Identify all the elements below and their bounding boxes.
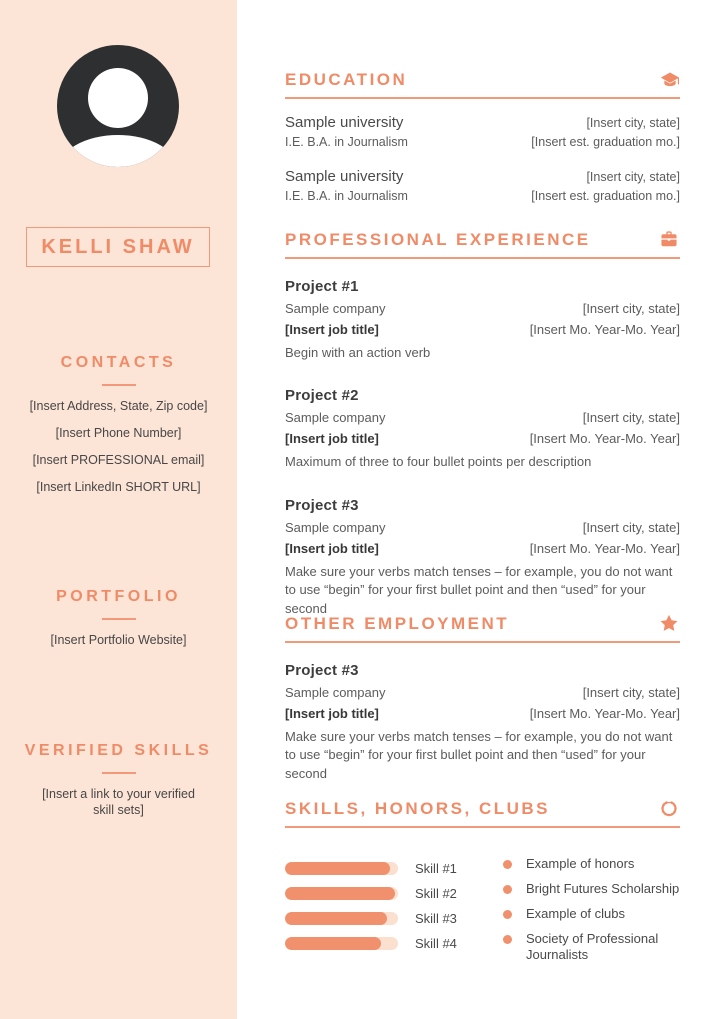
- job-title: [Insert job title]: [285, 706, 379, 721]
- project-name: Project #3: [285, 496, 359, 514]
- company-location: [Insert city, state]: [582, 410, 680, 426]
- bullet-dot-icon: [503, 860, 512, 869]
- project-description: Maximum of three to four bullet points per description: [285, 454, 592, 470]
- project-name: Project #1: [285, 278, 359, 295]
- company-location: [Insert city, state]: [582, 301, 680, 316]
- job-dates: [Insert Mo. Year-Mo. Year]: [529, 540, 680, 556]
- project-entry: [285, 386, 680, 471]
- skills-honors-clubs-header: [285, 799, 680, 828]
- degree: I.E. B.A. in Journalism: [285, 189, 408, 203]
- other-employment-section: [285, 614, 680, 807]
- portfolio-website: [Insert Portfolio Website]: [50, 633, 187, 647]
- sidebar: [0, 0, 237, 1019]
- job-dates: [Insert Mo. Year-Mo. Year]: [529, 706, 680, 721]
- professional-experience-header: [285, 230, 680, 259]
- portfolio-section: [0, 588, 237, 659]
- skills-honors-clubs-title: SKILLS, HONORS, CLUBS: [285, 799, 551, 818]
- briefcase-icon: [660, 230, 680, 250]
- avatar-shoulders: [58, 135, 178, 167]
- graduation-cap-icon: [660, 70, 680, 90]
- honor-text: Example of honors: [526, 856, 635, 871]
- verified-skills-heading: VERIFIED SKILLS: [24, 742, 213, 759]
- skill-bar-track: [285, 912, 398, 925]
- project-description: Begin with an action verb: [285, 345, 431, 360]
- graduation-date: [Insert est. graduation mo.]: [531, 135, 680, 149]
- school-name: Sample university: [285, 114, 404, 131]
- project-description: Make sure your verbs match tenses – for example, you do not want to use “begin” for your first bullet point and then “used” for your second: [285, 563, 673, 616]
- avatar-head: [88, 68, 148, 128]
- school-name: Sample university: [285, 168, 404, 185]
- degree: I.E. B.A. in Journalism: [285, 135, 408, 149]
- skill-bar-fill: [285, 862, 390, 875]
- heading-divider: [102, 772, 136, 774]
- skills-grid: [285, 856, 680, 963]
- heading-divider: [102, 384, 136, 386]
- project-entry: [285, 496, 680, 618]
- skill-row: [285, 881, 503, 906]
- bullet-dot-icon: [503, 885, 512, 894]
- skill-row: [285, 931, 503, 956]
- honors-column: [503, 856, 680, 963]
- honor-item: [503, 931, 680, 963]
- job-title: [Insert job title]: [285, 322, 379, 337]
- company-location: [Insert city, state]: [582, 519, 680, 535]
- skill-bar-fill: [285, 912, 387, 925]
- job-dates: [Insert Mo. Year-Mo. Year]: [529, 322, 680, 337]
- heading-divider: [102, 618, 136, 620]
- skill-label: Skill #1: [415, 861, 457, 876]
- skill-row: [285, 906, 503, 931]
- project-description: Make sure your verbs match tenses – for example, you do not want to use “begin” for your first bullet point and then “used” for your second: [285, 729, 673, 781]
- job-title: [Insert job title]: [285, 431, 379, 447]
- school-location: [Insert city, state]: [586, 170, 680, 184]
- education-entry: [285, 167, 680, 205]
- person-name: KELLI SHAW: [41, 236, 195, 258]
- job-title: [Insert job title]: [285, 540, 379, 556]
- contact-linkedin: [Insert LinkedIn SHORT URL]: [36, 480, 201, 494]
- education-title: EDUCATION: [285, 70, 408, 89]
- company-name: Sample company: [285, 685, 386, 700]
- contact-email: [Insert PROFESSIONAL email]: [32, 453, 205, 467]
- graduation-date: [Insert est. graduation mo.]: [531, 189, 680, 203]
- bullet-dot-icon: [503, 910, 512, 919]
- skill-label: Skill #3: [415, 911, 457, 926]
- project-entry: [285, 277, 680, 362]
- name-box: [26, 227, 210, 267]
- contacts-section: [0, 354, 237, 506]
- skill-bar-track: [285, 887, 398, 900]
- skill-bar-track: [285, 862, 398, 875]
- bullet-dot-icon: [503, 935, 512, 944]
- skill-label: Skill #2: [415, 886, 457, 901]
- professional-experience-section: [285, 230, 680, 642]
- company-name: Sample company: [285, 410, 386, 426]
- honor-item: [503, 856, 680, 881]
- contacts-heading: CONTACTS: [60, 354, 177, 371]
- avatar: [57, 45, 179, 167]
- skill-bar-fill: [285, 887, 395, 900]
- honor-item: [503, 906, 680, 931]
- star-icon: [660, 614, 680, 634]
- contact-address: [Insert Address, State, Zip code]: [29, 399, 208, 413]
- school-location: [Insert city, state]: [586, 116, 680, 130]
- skill-bar-track: [285, 937, 398, 950]
- skill-label: Skill #4: [415, 936, 457, 951]
- honor-text: Bright Futures Scholarship: [526, 881, 680, 896]
- education-header: [285, 70, 680, 99]
- verified-skills-section: [0, 742, 237, 818]
- laurel-wreath-icon: [660, 799, 680, 819]
- skills-honors-clubs-section: [285, 799, 680, 963]
- job-dates: [Insert Mo. Year-Mo. Year]: [529, 431, 680, 447]
- honor-text: Society of Professional Journalists: [526, 931, 659, 962]
- education-entry: [285, 113, 680, 151]
- skill-bar-fill: [285, 937, 381, 950]
- company-name: Sample company: [285, 519, 386, 535]
- other-employment-header: [285, 614, 680, 643]
- contact-phone: [Insert Phone Number]: [55, 426, 182, 440]
- honor-item: [503, 881, 680, 906]
- project-entry: [285, 661, 680, 783]
- project-name: Project #3: [285, 662, 359, 679]
- skill-row: [285, 856, 503, 881]
- skills-column: [285, 856, 503, 963]
- portfolio-heading: PORTFOLIO: [56, 588, 181, 605]
- company-name: Sample company: [285, 301, 386, 316]
- professional-experience-title: PROFESSIONAL EXPERIENCE: [285, 230, 591, 249]
- verified-skills-link: [Insert a link to your verified skill sets]: [42, 787, 195, 817]
- education-section: [285, 70, 680, 205]
- project-name: Project #2: [285, 387, 359, 405]
- honor-text: Example of clubs: [526, 906, 625, 921]
- other-employment-title: OTHER EMPLOYMENT: [285, 614, 510, 633]
- company-location: [Insert city, state]: [582, 685, 680, 700]
